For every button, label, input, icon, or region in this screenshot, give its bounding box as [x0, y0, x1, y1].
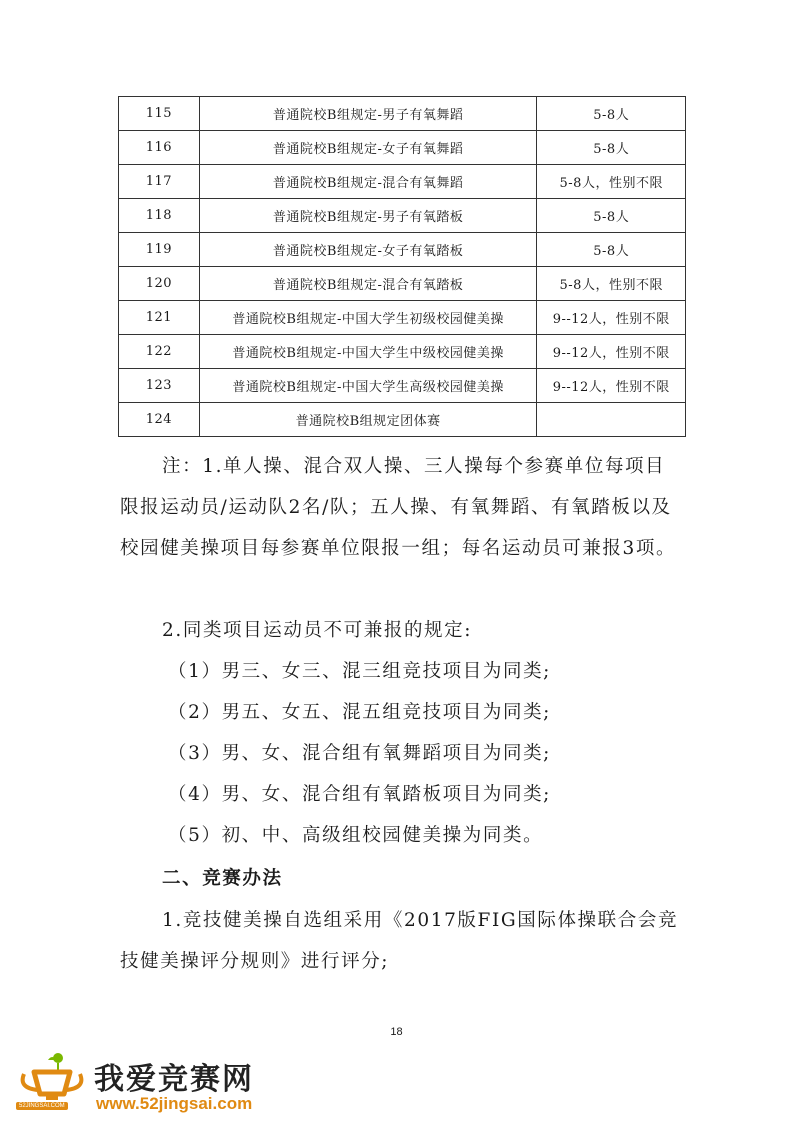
rule-item: （3）男、女、混合组有氧舞蹈项目为同类; — [168, 743, 552, 764]
rule-item: （2）男五、女五、混五组竞技项目为同类; — [168, 702, 552, 723]
event-name: 普通院校B组规定-男子有氧踏板 — [199, 199, 537, 233]
section-paragraph: 1.竞技健美操自选组采用《2017版FIG国际体操联合会竞技健美操评分规则》进行评分; — [120, 910, 679, 972]
event-people: 5-8人 — [537, 199, 686, 233]
table-row — [119, 233, 686, 267]
event-people: 9--12人，性别不限 — [537, 369, 686, 403]
event-people — [537, 403, 686, 437]
event-number: 121 — [119, 301, 200, 335]
event-number: 123 — [119, 369, 200, 403]
table-row — [119, 335, 686, 369]
rule-intro: 2.同类项目运动员不可兼报的规定: — [162, 620, 473, 641]
event-name: 普通院校B组规定-中国大学生高级校园健美操 — [199, 369, 537, 403]
table-row — [119, 267, 686, 301]
table-row — [119, 97, 686, 131]
table-row — [119, 301, 686, 335]
event-number: 122 — [119, 335, 200, 369]
event-number: 120 — [119, 267, 200, 301]
event-name: 普通院校B组规定-女子有氧踏板 — [199, 233, 537, 267]
logo-url[interactable]: www.52jingsai.com — [96, 1094, 253, 1113]
event-name: 普通院校B组规定-混合有氧舞蹈 — [199, 165, 537, 199]
event-number: 115 — [119, 97, 200, 131]
logo-small-text: 52JINGSAI.COM — [16, 1102, 68, 1110]
rule-item: （5）初、中、高级组校园健美操为同类。 — [168, 825, 544, 846]
event-number: 117 — [119, 165, 200, 199]
event-name: 普通院校B组规定-中国大学生中级校园健美操 — [199, 335, 537, 369]
event-number: 119 — [119, 233, 200, 267]
event-name: 普通院校B组规定-混合有氧踏板 — [199, 267, 537, 301]
event-number: 124 — [119, 403, 200, 437]
table-row — [119, 199, 686, 233]
section-heading: 二、竞赛办法 — [162, 868, 283, 889]
page-number: 18 — [390, 1026, 403, 1038]
logo-text: 我爱竞赛网 — [94, 1062, 254, 1097]
rule-item: （4）男、女、混合组有氧踏板项目为同类; — [168, 784, 552, 805]
events-table — [118, 96, 686, 437]
event-people: 5-8人，性别不限 — [537, 267, 686, 301]
event-people: 5-8人 — [537, 97, 686, 131]
event-people: 9--12人，性别不限 — [537, 301, 686, 335]
table-row — [119, 369, 686, 403]
site-logo[interactable] — [14, 1050, 274, 1118]
table-row — [119, 165, 686, 199]
event-name: 普通院校B组规定-男子有氧舞蹈 — [199, 97, 537, 131]
event-name: 普通院校B组规定-中国大学生初级校园健美操 — [199, 301, 537, 335]
event-people: 9--12人，性别不限 — [537, 335, 686, 369]
event-people: 5-8人 — [537, 131, 686, 165]
event-number: 118 — [119, 199, 200, 233]
table-row — [119, 403, 686, 437]
event-people: 5-8人 — [537, 233, 686, 267]
note-paragraph: 注：1.单人操、混合双人操、三人操每个参赛单位每项目限报运动员/运动队2名/队；五人操、有氧舞蹈、有氧踏板以及校园健美操项目每参赛单位限报一组；每名运动员可兼报3项。 — [120, 456, 677, 559]
rule-item: （1）男三、女三、混三组竞技项目为同类; — [168, 661, 552, 682]
event-name: 普通院校B组规定团体赛 — [199, 403, 537, 437]
event-name: 普通院校B组规定-女子有氧舞蹈 — [199, 131, 537, 165]
table-row — [119, 131, 686, 165]
event-number: 116 — [119, 131, 200, 165]
event-people: 5-8人，性别不限 — [537, 165, 686, 199]
